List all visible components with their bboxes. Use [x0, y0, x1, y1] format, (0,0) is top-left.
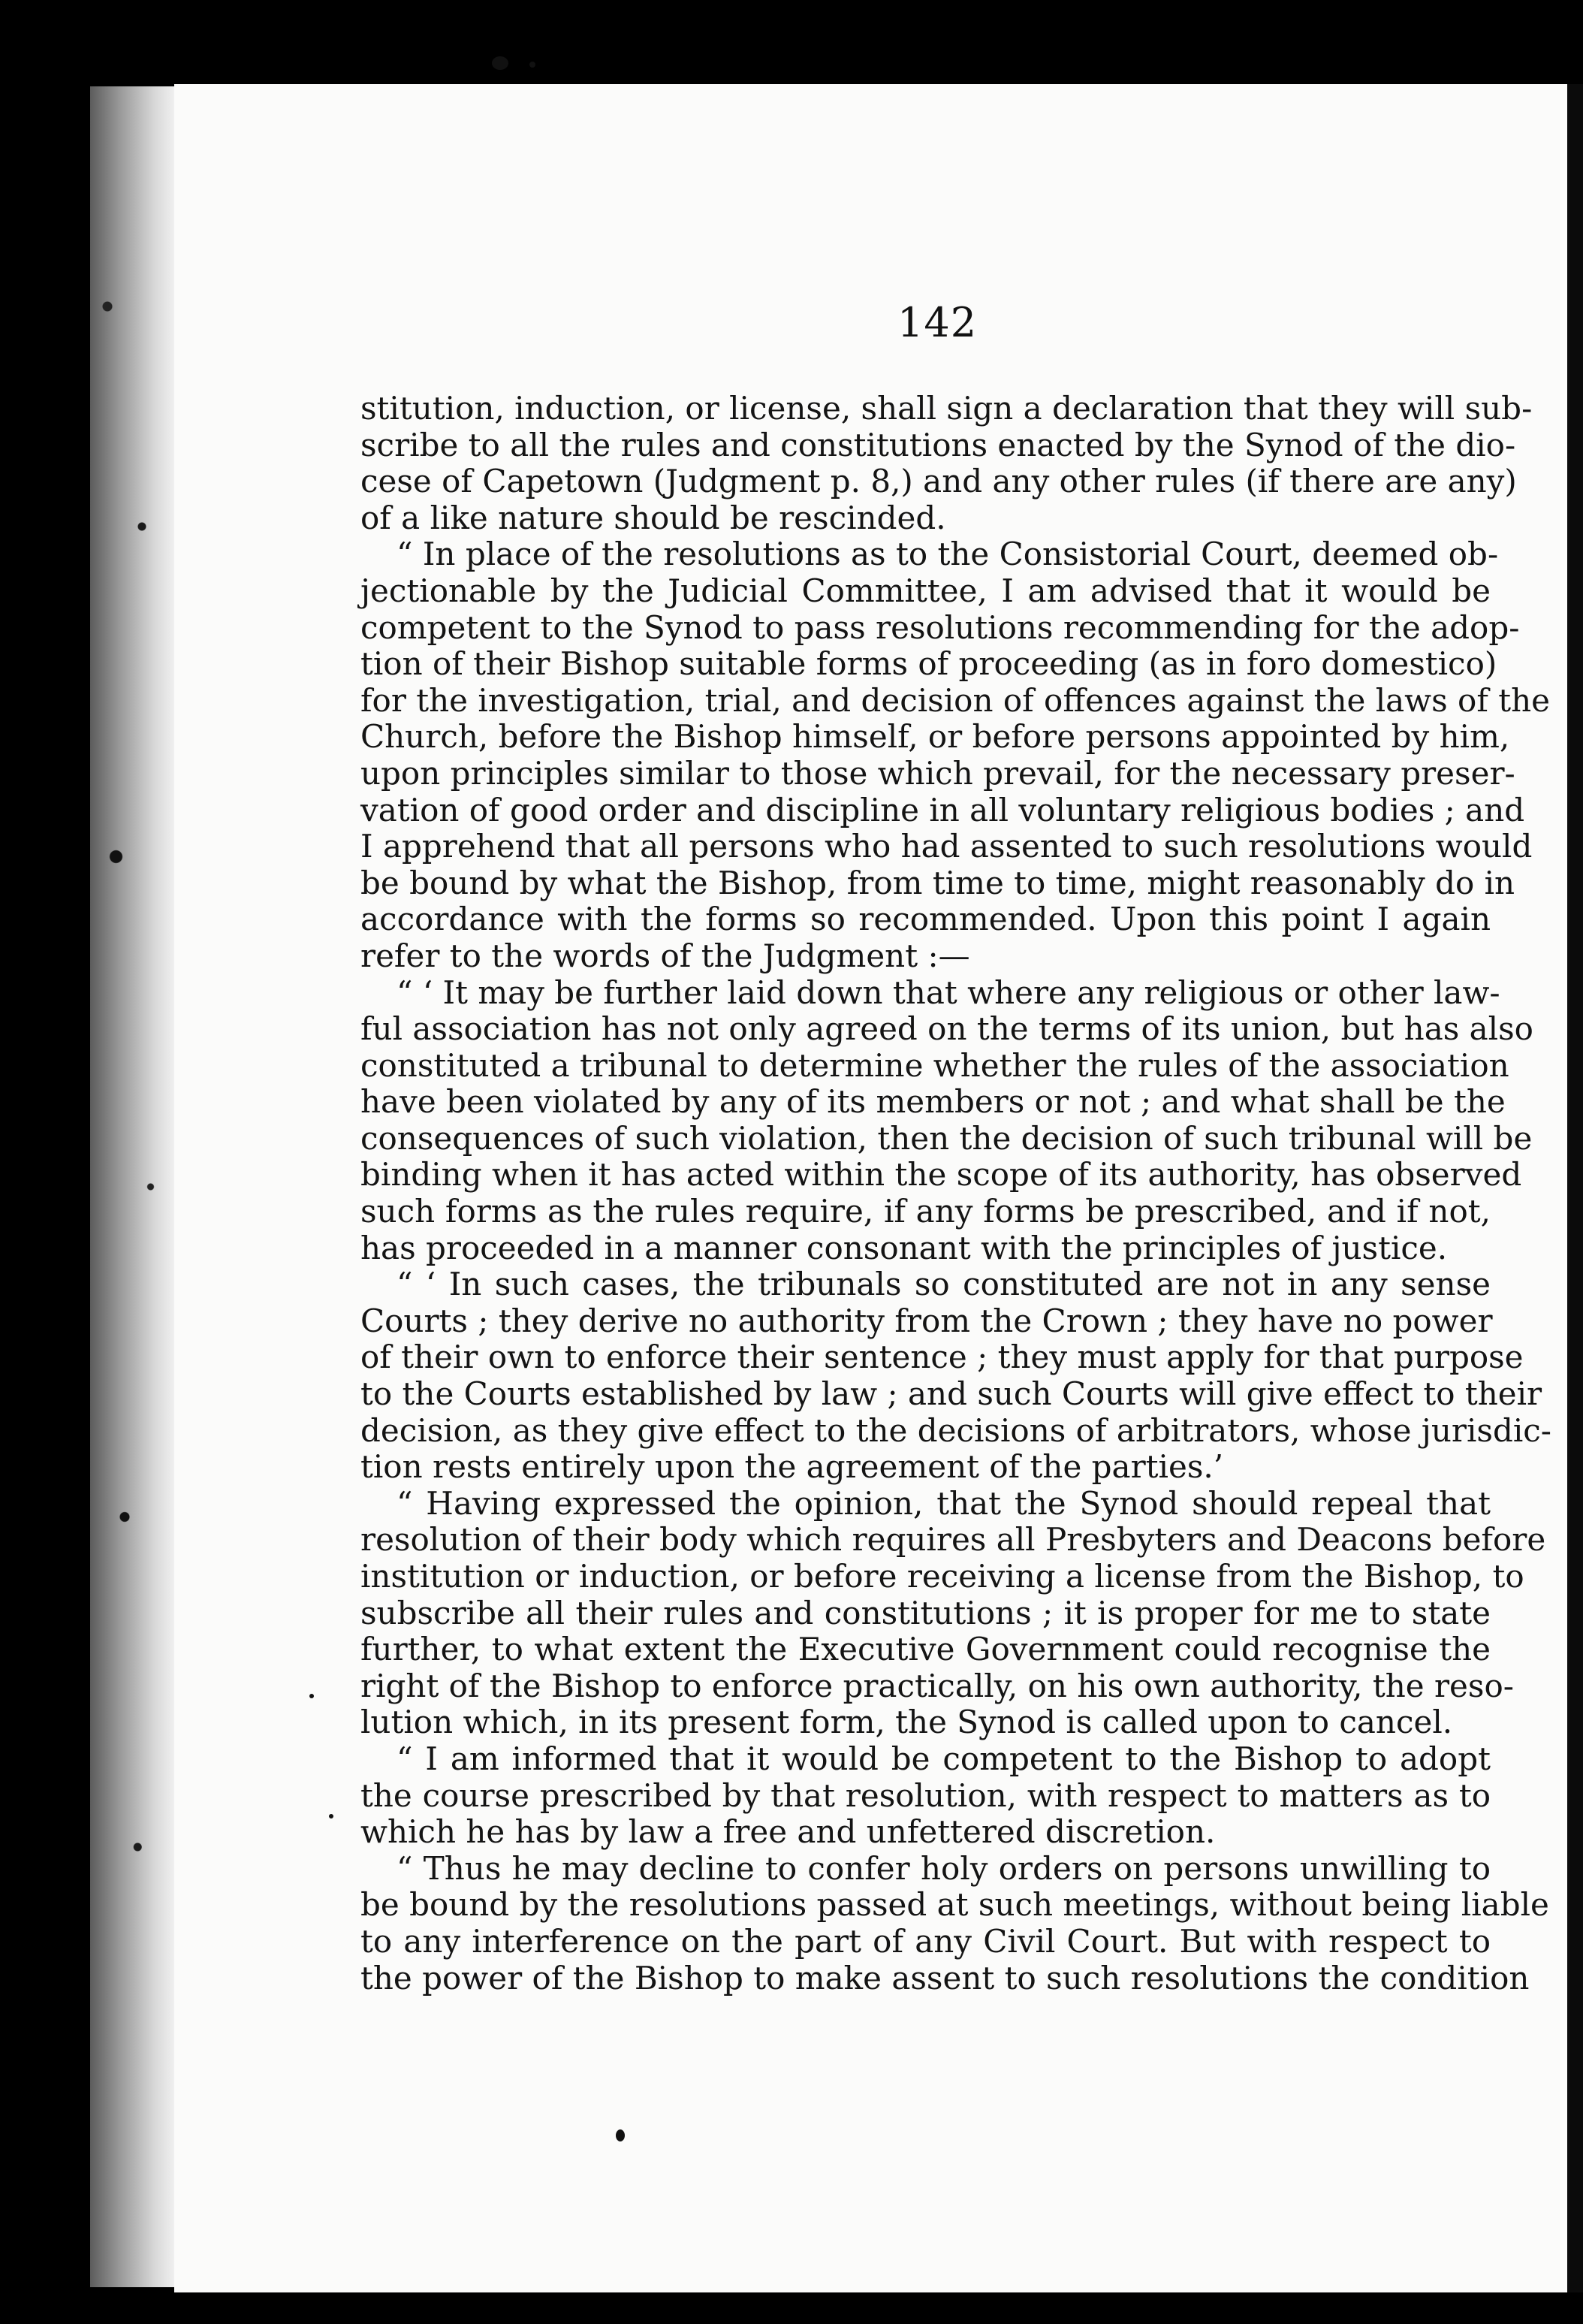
bleed-through-texture — [345, 353, 355, 388]
text-line: of their own to enforce their sentence ; they must apply for that purpose — [360, 1339, 1524, 1376]
text-line: Courts ; they derive no authority from the Crown ; they have no power — [360, 1302, 1493, 1339]
text-line: the course prescribed by that resolution, with respect to matters as to — [360, 1776, 1491, 1814]
text-line: subscribe all their rules and constitutions ; it is proper for me to state — [360, 1594, 1491, 1631]
text-line: to any interference on the part of any Civil Court. But with respect to — [360, 1922, 1491, 1960]
text-line: constituted a tribunal to determine whether the rules of the association — [360, 1046, 1509, 1084]
text-line: “ ‘ It may be further laid down that where any religious or other law- — [397, 973, 1500, 1011]
text-line: “ In place of the resolutions as to the Consistorial Court, deemed ob- — [397, 536, 1499, 573]
text-line: “ ‘ In such cases, the tribunals so constituted are not in any sense — [397, 1266, 1491, 1303]
text-line: tion of their Bishop suitable forms of proceeding (as in foro domestico) — [360, 645, 1497, 683]
text-line: which he has by law a free and unfettered discretion. — [360, 1813, 1216, 1851]
scan-speck — [329, 1814, 333, 1818]
scan-speck — [529, 62, 535, 68]
body-text — [360, 390, 1551, 1997]
text-line: be bound by what the Bishop, from time to time, might reasonably do in — [360, 864, 1515, 901]
scan-speck — [616, 2129, 625, 2141]
text-line: “ Thus he may decline to confer holy orders on persons unwilling to — [397, 1849, 1491, 1887]
text-line: have been violated by any of its members or not ; and what shall be the — [360, 1083, 1506, 1121]
text-line: consequences of such violation, then the decision of such tribunal will be — [360, 1119, 1533, 1157]
page-edge-left — [90, 86, 176, 2287]
text-line: competent to the Synod to pass resolutions recommending for the adop- — [360, 608, 1520, 646]
text-line: “ Having expressed the opinion, that the Synod should repeal that — [397, 1484, 1491, 1522]
text-line: right of the Bishop to enforce practically, on his own authority, the reso- — [360, 1667, 1514, 1704]
text-line: of a like nature should be rescinded. — [360, 499, 946, 536]
text-line: vation of good order and discipline in all voluntary religious bodies ; and — [360, 791, 1525, 828]
text-line: tion rests entirely upon the agreement of the parties.’ — [360, 1448, 1224, 1486]
text-line: jectionable by the Judicial Committee, I am advised that it would be — [360, 572, 1491, 609]
text-line: refer to the words of the Judgment :— — [360, 937, 970, 974]
text-line: institution or induction, or before receiving a license from the Bishop, to — [360, 1558, 1524, 1595]
text-line: accordance with the forms so recommended. Upon this point I again — [360, 901, 1491, 938]
text-line: resolution of their body which requires all Presbyters and Deacons before — [360, 1521, 1546, 1559]
text-line: stitution, induction, or license, shall sign a declaration that they will sub- — [360, 390, 1533, 427]
text-line: be bound by the resolutions passed at such meetings, without being liable — [360, 1886, 1549, 1924]
text-line: “ I am informed that it would be competent to the Bishop to adopt — [397, 1740, 1491, 1777]
text-line: decision, as they give effect to the decisions of arbitrators, whose jurisdic- — [360, 1411, 1551, 1449]
scan-speck — [309, 1694, 314, 1698]
text-line: binding when it has acted within the scope of its authority, has observed — [360, 1156, 1522, 1194]
text-line: has proceeded in a manner consonant with the principles of justice. — [360, 1229, 1448, 1266]
text-line: further, to what extent the Executive Government could recognise the — [360, 1631, 1491, 1668]
text-line: upon principles similar to those which prevail, for the necessary preser- — [360, 754, 1515, 792]
page-edge-right — [1566, 84, 1583, 2292]
scan-speck — [492, 56, 508, 70]
text-line: Church, before the Bishop himself, or before persons appointed by him, — [360, 718, 1510, 756]
text-line: ful association has not only agreed on the terms of its union, but has also — [360, 1010, 1533, 1048]
text-line: to the Courts established by law ; and such Courts will give effect to their — [360, 1375, 1542, 1413]
page-number: 142 — [897, 299, 978, 346]
text-line: I apprehend that all persons who had assented to such resolutions would — [360, 828, 1533, 865]
text-line: scribe to all the rules and constitutions enacted by the Synod of the dio- — [360, 426, 1516, 463]
text-line: lution which, in its present form, the Synod is called upon to cancel. — [360, 1704, 1453, 1741]
text-line: for the investigation, trial, and decision of offences against the laws of the — [360, 681, 1551, 719]
text-line: cese of Capetown (Judgment p. 8,) and any other rules (if there are any) — [360, 463, 1517, 500]
text-line: the power of the Bishop to make assent to such resolutions the condition — [360, 1959, 1530, 1997]
text-line: such forms as the rules require, if any forms be prescribed, and if not, — [360, 1193, 1491, 1230]
